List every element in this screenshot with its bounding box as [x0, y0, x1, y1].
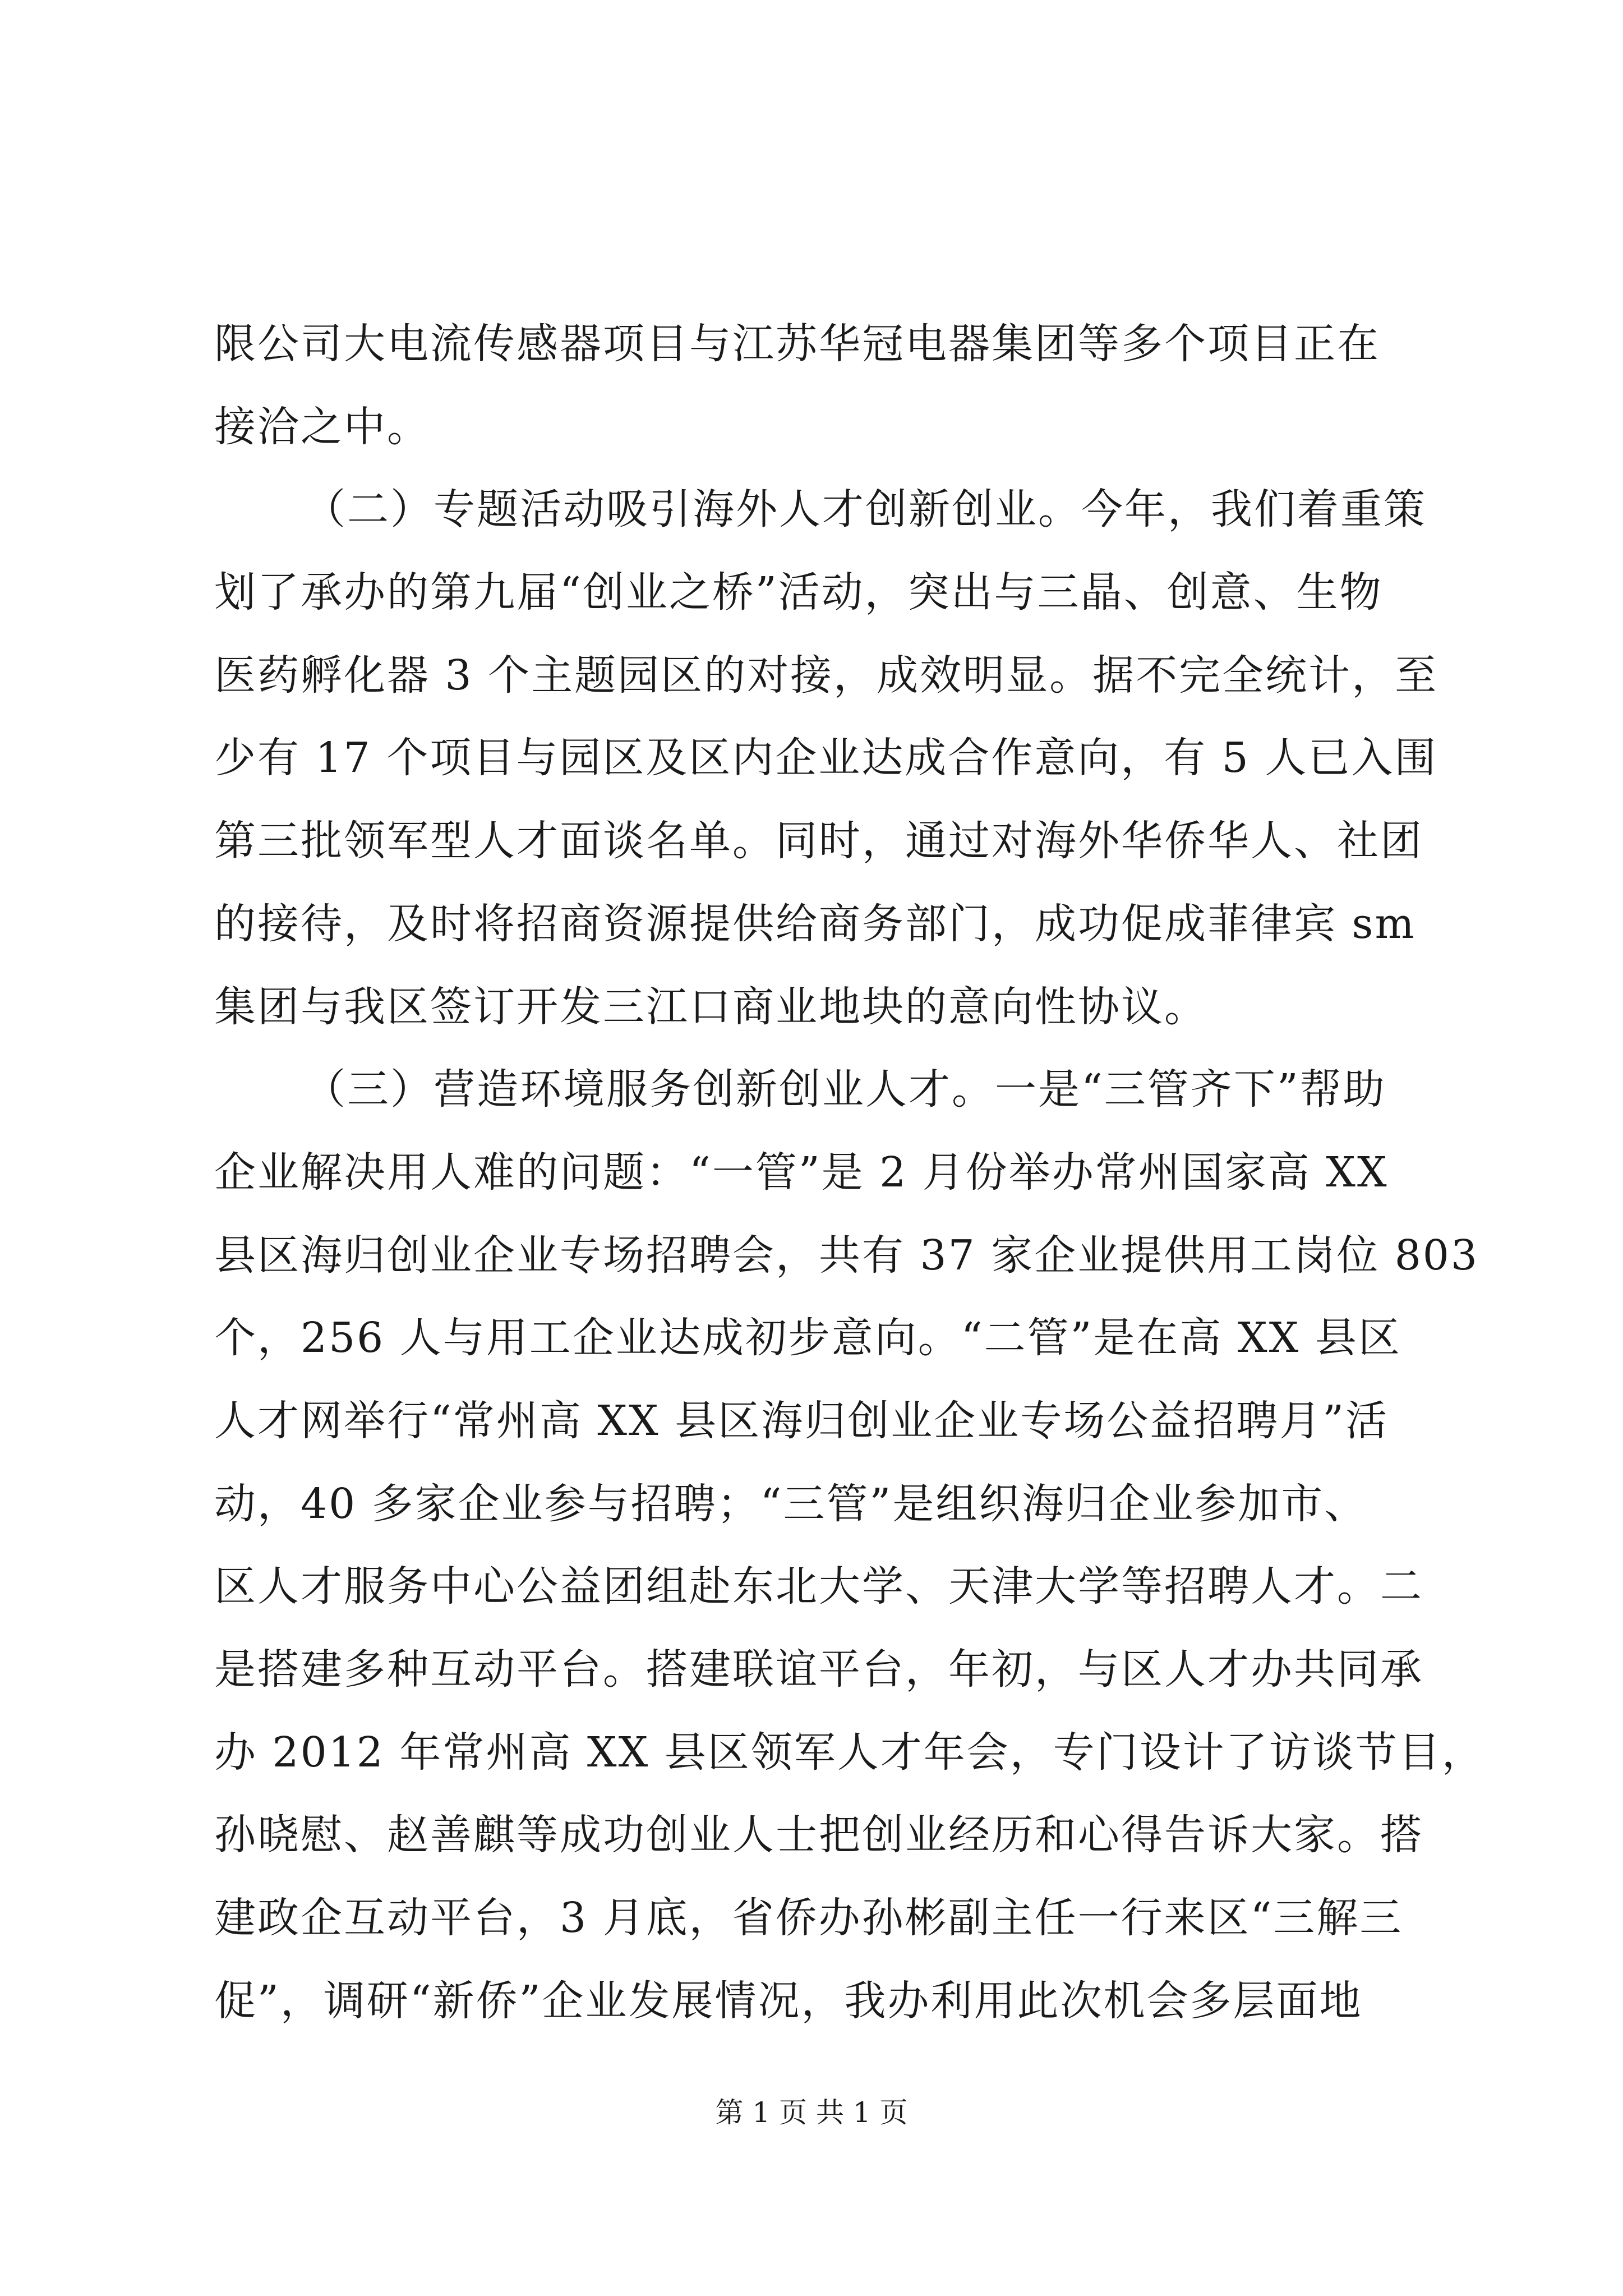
page-number-label: 第 1 页 共 1 页 — [715, 2096, 908, 2129]
text-line: 个，256 人与用工企业达成初步意向。“二管”是在高 XX 县区 — [214, 1314, 1401, 1363]
text-line: 人才网举行“常州高 XX 县区海归创业企业专场公益招聘月”活 — [214, 1396, 1389, 1445]
text-line: 建政企互动平台，3 月底，省侨办孙彬副主任一行来区“三解三 — [214, 1894, 1403, 1943]
text-line: 是搭建多种互动平台。搭建联谊平台，年初，与区人才办共同承 — [214, 1645, 1423, 1694]
text-line: 孙晓慰、赵善麒等成功创业人士把创业经历和心得告诉大家。搭 — [214, 1811, 1423, 1860]
text-line: 的接待，及时将招商资源提供给商务部门，成功促成菲律宾 sm — [214, 899, 1416, 948]
page-footer — [0, 2096, 1623, 2129]
text-line: 集团与我区签订开发三江口商业地块的意向性协议。 — [214, 982, 1207, 1031]
text-line: 划了承办的第九届“创业之桥”活动，突出与三晶、创意、生物 — [214, 568, 1383, 617]
paragraph-start-line: （三）营造环境服务创新创业人才。一是“三管齐下”帮助 — [304, 1065, 1386, 1114]
text-line: 第三批领军型人才面谈名单。同时，通过对海外华侨华人、社团 — [214, 817, 1423, 866]
text-line: 少有 17 个项目与园区及区内企业达成合作意向，有 5 人已入围 — [214, 734, 1438, 783]
text-line: 动，40 多家企业参与招聘；“三管”是组织海归企业参加市、 — [214, 1479, 1368, 1528]
text-line: 促”，调研“新侨”企业发展情况，我办利用此次机会多层面地 — [214, 1976, 1363, 2025]
text-line: 县区海归创业企业专场招聘会，共有 37 家企业提供用工岗位 803 — [214, 1231, 1479, 1280]
paragraph-start-line: （二）专题活动吸引海外人才创新创业。今年，我们着重策 — [304, 485, 1427, 534]
document-body — [214, 303, 1485, 2042]
text-line: 区人才服务中心公益团组赴东北大学、天津大学等招聘人才。二 — [214, 1562, 1423, 1611]
text-line: 办 2012 年常州高 XX 县区领军人才年会，专门设计了访谈节目， — [214, 1728, 1485, 1777]
text-line: 限公司大电流传感器项目与江苏华冠电器集团等多个项目正在 — [214, 320, 1380, 368]
text-line: 接洽之中。 — [214, 402, 430, 451]
text-line: 医药孵化器 3 个主题园区的对接，成效明显。据不完全统计，至 — [214, 651, 1438, 700]
text-line: 企业解决用人难的问题：“一管”是 2 月份举办常州国家高 XX — [214, 1148, 1389, 1197]
